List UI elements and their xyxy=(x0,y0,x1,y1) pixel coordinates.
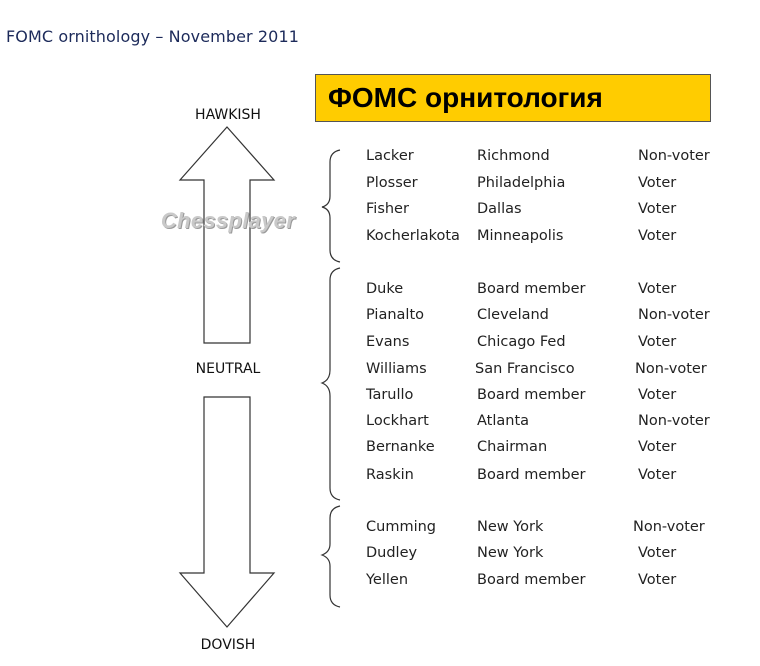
hawkish-label: HAWKISH xyxy=(195,107,261,123)
member-status: Non-voter xyxy=(633,519,705,535)
member-name: Yellen xyxy=(366,572,409,588)
member-status: Voter xyxy=(638,439,677,455)
dovish-down-arrow xyxy=(180,397,274,627)
member-location: Chairman xyxy=(477,439,548,455)
member-status: Voter xyxy=(638,387,677,403)
member-status: Voter xyxy=(638,572,677,588)
member-name: Pianalto xyxy=(366,307,424,323)
page-title: FOMC ornithology – November 2011 xyxy=(6,27,300,46)
member-status: Voter xyxy=(638,228,677,244)
member-location: Board member xyxy=(477,572,586,588)
member-name: Plosser xyxy=(366,175,418,191)
member-name: Evans xyxy=(366,334,410,350)
member-name: Raskin xyxy=(366,467,414,483)
member-status: Voter xyxy=(638,201,677,217)
member-name: Williams xyxy=(366,361,427,377)
member-status: Voter xyxy=(638,175,677,191)
member-name: Bernanke xyxy=(366,439,435,455)
member-name: Duke xyxy=(366,281,404,297)
russian-title-banner: ФОМС орнитология xyxy=(315,74,711,122)
member-status: Non-voter xyxy=(638,413,710,429)
member-location: Richmond xyxy=(477,148,550,164)
member-location: Atlanta xyxy=(477,413,530,429)
member-status: Voter xyxy=(638,545,677,561)
member-status: Voter xyxy=(638,281,677,297)
member-location: New York xyxy=(477,519,544,535)
member-location: Minneapolis xyxy=(477,228,564,244)
member-name: Lockhart xyxy=(366,413,429,429)
member-location: Board member xyxy=(477,467,586,483)
member-location: San Francisco xyxy=(475,361,575,377)
member-name: Kocherlakota xyxy=(366,228,460,244)
member-location: Chicago Fed xyxy=(477,334,566,350)
member-location: Dallas xyxy=(477,201,522,217)
hawks-brace xyxy=(322,150,340,262)
neutral-brace xyxy=(322,268,340,500)
member-location: Cleveland xyxy=(477,307,549,323)
hawkish-up-arrow xyxy=(180,127,274,343)
chessplayer-watermark: Chessplayer xyxy=(160,208,296,233)
member-status: Voter xyxy=(638,467,677,483)
member-status: Non-voter xyxy=(638,307,710,323)
member-status: Voter xyxy=(638,334,677,350)
member-status: Non-voter xyxy=(638,148,710,164)
member-name: Dudley xyxy=(366,545,418,561)
dovish-label: DOVISH xyxy=(200,637,256,653)
neutral-label: NEUTRAL xyxy=(195,361,261,377)
member-location: Board member xyxy=(477,281,586,297)
member-location: New York xyxy=(477,545,544,561)
member-name: Tarullo xyxy=(366,387,414,403)
member-name: Lacker xyxy=(366,148,414,164)
member-name: Fisher xyxy=(366,201,409,217)
member-location: Board member xyxy=(477,387,586,403)
doves-brace xyxy=(322,506,340,607)
member-status: Non-voter xyxy=(635,361,707,377)
member-location: Philadelphia xyxy=(477,175,566,191)
member-name: Cumming xyxy=(366,519,436,535)
